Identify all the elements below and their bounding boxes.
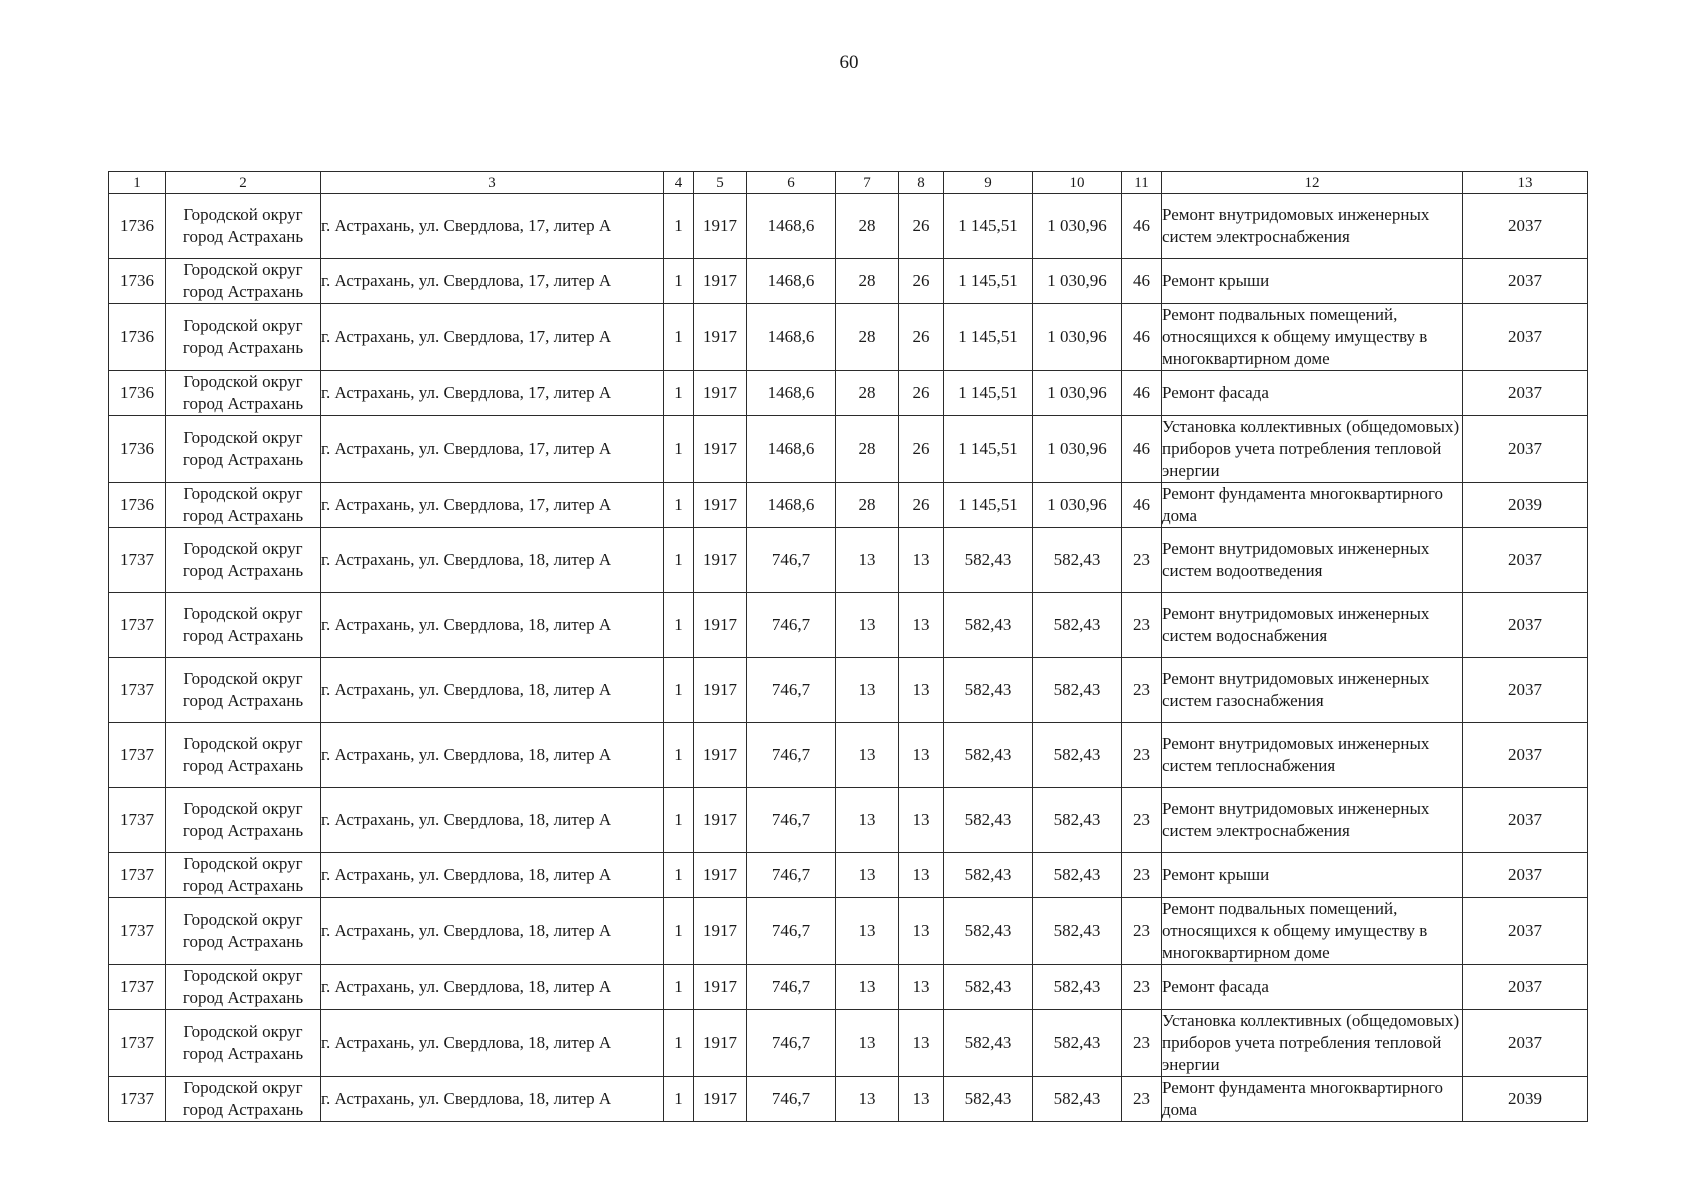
row-number-cell: 1737 <box>109 1077 166 1122</box>
district-cell: Городской округ город Астрахань <box>166 304 321 371</box>
col-10-cell: 1 030,96 <box>1033 259 1122 304</box>
table-row <box>109 304 1588 371</box>
col-9-cell: 582,43 <box>944 965 1033 1010</box>
column-header: 12 <box>1162 172 1463 194</box>
col-10-cell: 582,43 <box>1033 788 1122 853</box>
planned-year-cell: 2039 <box>1463 1077 1588 1122</box>
col-10-cell: 1 030,96 <box>1033 371 1122 416</box>
year-cell: 1917 <box>694 483 747 528</box>
col-9-cell: 582,43 <box>944 658 1033 723</box>
address-cell: г. Астрахань, ул. Свердлова, 18, литер А <box>321 1077 664 1122</box>
col-4-cell: 1 <box>664 853 694 898</box>
district-cell: Городской округ город Астрахань <box>166 416 321 483</box>
col-10-cell: 582,43 <box>1033 965 1122 1010</box>
page-number: 60 <box>839 52 859 73</box>
col-11-cell: 23 <box>1122 658 1162 723</box>
col-4-cell: 1 <box>664 416 694 483</box>
col-8-cell: 26 <box>899 371 944 416</box>
year-cell: 1917 <box>694 1010 747 1077</box>
col-11-cell: 46 <box>1122 416 1162 483</box>
work-description-cell: Установка коллективных (общедомовых) приборов учета потребления тепловой энергии <box>1162 416 1463 483</box>
table-row <box>109 965 1588 1010</box>
address-cell: г. Астрахань, ул. Свердлова, 18, литер А <box>321 658 664 723</box>
col-9-cell: 1 145,51 <box>944 194 1033 259</box>
col-6-cell: 746,7 <box>747 788 836 853</box>
table-row <box>109 1010 1588 1077</box>
year-cell: 1917 <box>694 593 747 658</box>
col-9-cell: 582,43 <box>944 528 1033 593</box>
address-cell: г. Астрахань, ул. Свердлова, 17, литер А <box>321 416 664 483</box>
col-7-cell: 13 <box>836 528 899 593</box>
column-header: 3 <box>321 172 664 194</box>
column-header: 1 <box>109 172 166 194</box>
year-cell: 1917 <box>694 194 747 259</box>
col-11-cell: 23 <box>1122 853 1162 898</box>
table-row <box>109 194 1588 259</box>
col-6-cell: 1468,6 <box>747 371 836 416</box>
year-cell: 1917 <box>694 965 747 1010</box>
col-8-cell: 26 <box>899 194 944 259</box>
planned-year-cell: 2037 <box>1463 965 1588 1010</box>
column-header: 5 <box>694 172 747 194</box>
col-7-cell: 13 <box>836 658 899 723</box>
column-header: 4 <box>664 172 694 194</box>
row-number-cell: 1736 <box>109 259 166 304</box>
col-11-cell: 23 <box>1122 788 1162 853</box>
address-cell: г. Астрахань, ул. Свердлова, 17, литер А <box>321 304 664 371</box>
work-description-cell: Ремонт фасада <box>1162 965 1463 1010</box>
work-description-cell: Ремонт внутридомовых инженерных систем электроснабжения <box>1162 788 1463 853</box>
col-8-cell: 13 <box>899 898 944 965</box>
column-header: 2 <box>166 172 321 194</box>
work-description-cell: Установка коллективных (общедомовых) приборов учета потребления тепловой энергии <box>1162 1010 1463 1077</box>
column-header: 6 <box>747 172 836 194</box>
col-4-cell: 1 <box>664 788 694 853</box>
col-7-cell: 13 <box>836 788 899 853</box>
col-6-cell: 746,7 <box>747 528 836 593</box>
col-10-cell: 1 030,96 <box>1033 304 1122 371</box>
district-cell: Городской округ город Астрахань <box>166 1077 321 1122</box>
col-6-cell: 746,7 <box>747 1077 836 1122</box>
address-cell: г. Астрахань, ул. Свердлова, 18, литер А <box>321 788 664 853</box>
district-cell: Городской округ город Астрахань <box>166 965 321 1010</box>
col-7-cell: 13 <box>836 853 899 898</box>
col-6-cell: 746,7 <box>747 898 836 965</box>
column-header: 9 <box>944 172 1033 194</box>
work-description-cell: Ремонт крыши <box>1162 259 1463 304</box>
col-9-cell: 1 145,51 <box>944 371 1033 416</box>
col-4-cell: 1 <box>664 304 694 371</box>
year-cell: 1917 <box>694 723 747 788</box>
table-body <box>109 194 1588 1122</box>
col-10-cell: 582,43 <box>1033 1077 1122 1122</box>
col-7-cell: 28 <box>836 371 899 416</box>
capital-repair-table <box>108 171 1588 1122</box>
col-9-cell: 582,43 <box>944 788 1033 853</box>
work-description-cell: Ремонт подвальных помещений, относящихся к общему имуществу в многоквартирном доме <box>1162 898 1463 965</box>
year-cell: 1917 <box>694 1077 747 1122</box>
address-cell: г. Астрахань, ул. Свердлова, 18, литер А <box>321 898 664 965</box>
column-header: 7 <box>836 172 899 194</box>
col-7-cell: 13 <box>836 965 899 1010</box>
district-cell: Городской округ город Астрахань <box>166 898 321 965</box>
col-10-cell: 1 030,96 <box>1033 483 1122 528</box>
address-cell: г. Астрахань, ул. Свердлова, 18, литер А <box>321 723 664 788</box>
col-10-cell: 1 030,96 <box>1033 194 1122 259</box>
work-description-cell: Ремонт фундамента многоквартирного дома <box>1162 483 1463 528</box>
col-4-cell: 1 <box>664 194 694 259</box>
year-cell: 1917 <box>694 371 747 416</box>
col-4-cell: 1 <box>664 371 694 416</box>
planned-year-cell: 2037 <box>1463 898 1588 965</box>
planned-year-cell: 2037 <box>1463 304 1588 371</box>
col-9-cell: 582,43 <box>944 593 1033 658</box>
col-6-cell: 1468,6 <box>747 483 836 528</box>
column-number-row <box>109 172 1588 194</box>
address-cell: г. Астрахань, ул. Свердлова, 18, литер А <box>321 1010 664 1077</box>
col-9-cell: 582,43 <box>944 1077 1033 1122</box>
col-11-cell: 23 <box>1122 965 1162 1010</box>
table-row <box>109 723 1588 788</box>
year-cell: 1917 <box>694 416 747 483</box>
col-9-cell: 582,43 <box>944 1010 1033 1077</box>
row-number-cell: 1737 <box>109 853 166 898</box>
table-row <box>109 593 1588 658</box>
district-cell: Городской округ город Астрахань <box>166 483 321 528</box>
planned-year-cell: 2037 <box>1463 416 1588 483</box>
column-header: 13 <box>1463 172 1588 194</box>
district-cell: Городской округ город Астрахань <box>166 788 321 853</box>
table-row <box>109 658 1588 723</box>
row-number-cell: 1737 <box>109 898 166 965</box>
col-4-cell: 1 <box>664 1010 694 1077</box>
col-11-cell: 46 <box>1122 371 1162 416</box>
col-10-cell: 582,43 <box>1033 658 1122 723</box>
district-cell: Городской округ город Астрахань <box>166 528 321 593</box>
col-6-cell: 1468,6 <box>747 416 836 483</box>
col-11-cell: 23 <box>1122 528 1162 593</box>
col-4-cell: 1 <box>664 965 694 1010</box>
col-10-cell: 582,43 <box>1033 723 1122 788</box>
row-number-cell: 1736 <box>109 371 166 416</box>
row-number-cell: 1736 <box>109 416 166 483</box>
work-description-cell: Ремонт внутридомовых инженерных систем водоотведения <box>1162 528 1463 593</box>
col-11-cell: 23 <box>1122 723 1162 788</box>
address-cell: г. Астрахань, ул. Свердлова, 17, литер А <box>321 371 664 416</box>
planned-year-cell: 2037 <box>1463 259 1588 304</box>
district-cell: Городской округ город Астрахань <box>166 853 321 898</box>
col-10-cell: 582,43 <box>1033 593 1122 658</box>
col-7-cell: 13 <box>836 898 899 965</box>
row-number-cell: 1737 <box>109 965 166 1010</box>
col-9-cell: 582,43 <box>944 853 1033 898</box>
col-6-cell: 1468,6 <box>747 194 836 259</box>
col-6-cell: 746,7 <box>747 658 836 723</box>
planned-year-cell: 2037 <box>1463 658 1588 723</box>
planned-year-cell: 2037 <box>1463 853 1588 898</box>
col-8-cell: 13 <box>899 593 944 658</box>
table-row <box>109 371 1588 416</box>
col-9-cell: 582,43 <box>944 898 1033 965</box>
address-cell: г. Астрахань, ул. Свердлова, 17, литер А <box>321 259 664 304</box>
col-10-cell: 582,43 <box>1033 1010 1122 1077</box>
table-row <box>109 898 1588 965</box>
col-7-cell: 13 <box>836 1077 899 1122</box>
col-9-cell: 1 145,51 <box>944 259 1033 304</box>
col-8-cell: 26 <box>899 416 944 483</box>
col-9-cell: 582,43 <box>944 723 1033 788</box>
row-number-cell: 1736 <box>109 194 166 259</box>
year-cell: 1917 <box>694 528 747 593</box>
col-11-cell: 46 <box>1122 259 1162 304</box>
col-7-cell: 13 <box>836 1010 899 1077</box>
col-4-cell: 1 <box>664 259 694 304</box>
col-10-cell: 582,43 <box>1033 528 1122 593</box>
col-7-cell: 28 <box>836 483 899 528</box>
col-8-cell: 13 <box>899 658 944 723</box>
col-9-cell: 1 145,51 <box>944 304 1033 371</box>
address-cell: г. Астрахань, ул. Свердлова, 18, литер А <box>321 528 664 593</box>
row-number-cell: 1737 <box>109 593 166 658</box>
column-header: 11 <box>1122 172 1162 194</box>
row-number-cell: 1736 <box>109 304 166 371</box>
work-description-cell: Ремонт внутридомовых инженерных систем газоснабжения <box>1162 658 1463 723</box>
address-cell: г. Астрахань, ул. Свердлова, 17, литер А <box>321 483 664 528</box>
work-description-cell: Ремонт внутридомовых инженерных систем теплоснабжения <box>1162 723 1463 788</box>
address-cell: г. Астрахань, ул. Свердлова, 18, литер А <box>321 853 664 898</box>
column-header: 10 <box>1033 172 1122 194</box>
planned-year-cell: 2039 <box>1463 483 1588 528</box>
row-number-cell: 1737 <box>109 723 166 788</box>
district-cell: Городской округ город Астрахань <box>166 371 321 416</box>
col-6-cell: 746,7 <box>747 723 836 788</box>
row-number-cell: 1737 <box>109 528 166 593</box>
address-cell: г. Астрахань, ул. Свердлова, 17, литер А <box>321 194 664 259</box>
col-8-cell: 13 <box>899 853 944 898</box>
col-8-cell: 13 <box>899 723 944 788</box>
year-cell: 1917 <box>694 304 747 371</box>
work-description-cell: Ремонт крыши <box>1162 853 1463 898</box>
col-10-cell: 582,43 <box>1033 853 1122 898</box>
table-row <box>109 1077 1588 1122</box>
col-7-cell: 28 <box>836 194 899 259</box>
work-description-cell: Ремонт внутридомовых инженерных систем электроснабжения <box>1162 194 1463 259</box>
planned-year-cell: 2037 <box>1463 788 1588 853</box>
col-4-cell: 1 <box>664 483 694 528</box>
col-10-cell: 582,43 <box>1033 898 1122 965</box>
col-10-cell: 1 030,96 <box>1033 416 1122 483</box>
district-cell: Городской округ город Астрахань <box>166 723 321 788</box>
col-9-cell: 1 145,51 <box>944 483 1033 528</box>
col-7-cell: 28 <box>836 259 899 304</box>
planned-year-cell: 2037 <box>1463 593 1588 658</box>
year-cell: 1917 <box>694 259 747 304</box>
planned-year-cell: 2037 <box>1463 723 1588 788</box>
column-header: 8 <box>899 172 944 194</box>
district-cell: Городской округ город Астрахань <box>166 259 321 304</box>
year-cell: 1917 <box>694 788 747 853</box>
col-8-cell: 13 <box>899 528 944 593</box>
work-description-cell: Ремонт фасада <box>1162 371 1463 416</box>
work-description-cell: Ремонт внутридомовых инженерных систем водоснабжения <box>1162 593 1463 658</box>
col-8-cell: 13 <box>899 788 944 853</box>
work-description-cell: Ремонт фундамента многоквартирного дома <box>1162 1077 1463 1122</box>
col-6-cell: 746,7 <box>747 965 836 1010</box>
col-7-cell: 13 <box>836 723 899 788</box>
table-row <box>109 853 1588 898</box>
planned-year-cell: 2037 <box>1463 371 1588 416</box>
district-cell: Городской округ город Астрахань <box>166 1010 321 1077</box>
col-6-cell: 746,7 <box>747 1010 836 1077</box>
row-number-cell: 1737 <box>109 1010 166 1077</box>
table-row <box>109 788 1588 853</box>
table-row <box>109 259 1588 304</box>
district-cell: Городской округ город Астрахань <box>166 194 321 259</box>
col-6-cell: 746,7 <box>747 853 836 898</box>
col-9-cell: 1 145,51 <box>944 416 1033 483</box>
col-11-cell: 46 <box>1122 483 1162 528</box>
col-11-cell: 46 <box>1122 304 1162 371</box>
col-11-cell: 23 <box>1122 1010 1162 1077</box>
col-8-cell: 13 <box>899 1077 944 1122</box>
col-8-cell: 26 <box>899 483 944 528</box>
row-number-cell: 1737 <box>109 788 166 853</box>
col-7-cell: 28 <box>836 304 899 371</box>
planned-year-cell: 2037 <box>1463 194 1588 259</box>
col-4-cell: 1 <box>664 1077 694 1122</box>
year-cell: 1917 <box>694 658 747 723</box>
planned-year-cell: 2037 <box>1463 1010 1588 1077</box>
col-4-cell: 1 <box>664 593 694 658</box>
row-number-cell: 1736 <box>109 483 166 528</box>
district-cell: Городской округ город Астрахань <box>166 658 321 723</box>
col-11-cell: 23 <box>1122 593 1162 658</box>
col-4-cell: 1 <box>664 658 694 723</box>
year-cell: 1917 <box>694 853 747 898</box>
col-11-cell: 46 <box>1122 194 1162 259</box>
year-cell: 1917 <box>694 898 747 965</box>
col-4-cell: 1 <box>664 528 694 593</box>
col-11-cell: 23 <box>1122 1077 1162 1122</box>
col-4-cell: 1 <box>664 723 694 788</box>
col-8-cell: 13 <box>899 965 944 1010</box>
col-6-cell: 746,7 <box>747 593 836 658</box>
col-8-cell: 26 <box>899 259 944 304</box>
address-cell: г. Астрахань, ул. Свердлова, 18, литер А <box>321 593 664 658</box>
col-6-cell: 1468,6 <box>747 259 836 304</box>
col-8-cell: 26 <box>899 304 944 371</box>
col-7-cell: 28 <box>836 416 899 483</box>
address-cell: г. Астрахань, ул. Свердлова, 18, литер А <box>321 965 664 1010</box>
table-row <box>109 416 1588 483</box>
col-4-cell: 1 <box>664 898 694 965</box>
planned-year-cell: 2037 <box>1463 528 1588 593</box>
col-8-cell: 13 <box>899 1010 944 1077</box>
table-row <box>109 528 1588 593</box>
row-number-cell: 1737 <box>109 658 166 723</box>
table-row <box>109 483 1588 528</box>
work-description-cell: Ремонт подвальных помещений, относящихся к общему имуществу в многоквартирном доме <box>1162 304 1463 371</box>
col-6-cell: 1468,6 <box>747 304 836 371</box>
district-cell: Городской округ город Астрахань <box>166 593 321 658</box>
col-11-cell: 23 <box>1122 898 1162 965</box>
col-7-cell: 13 <box>836 593 899 658</box>
